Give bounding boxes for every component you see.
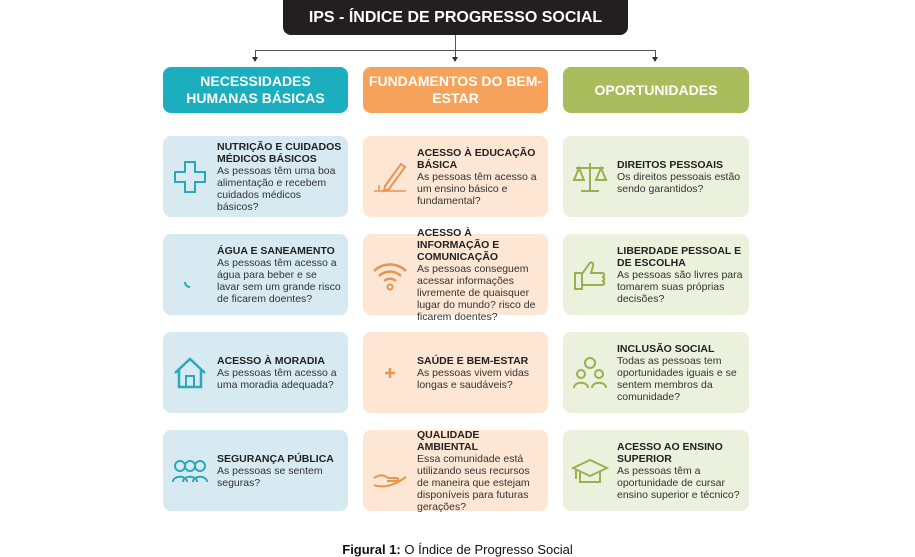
graduation-cap-icon xyxy=(571,452,609,490)
pencil-icon xyxy=(371,158,409,196)
hand-plant-icon xyxy=(371,452,409,490)
card-title: ÁGUA E SANEAMENTO xyxy=(217,244,335,257)
heart-plus-icon xyxy=(371,354,409,392)
scales-icon xyxy=(571,158,609,196)
indicator-card xyxy=(163,332,348,413)
card-text: As pessoas conseguem acessar informações livremente de quaisquer lugar do mundo? risco de ficarem doentes? xyxy=(417,262,536,323)
card-text: As pessoas têm a oportunidade de cursar ensino superior e técnico? xyxy=(617,464,740,501)
indicator-card xyxy=(563,332,749,413)
card-text: As pessoas têm acesso a uma moradia adequada? xyxy=(217,366,337,391)
card-title: LIBERDADE PESSOAL E DE ESCOLHA xyxy=(617,244,742,269)
card-text: Os direitos pessoais estão sendo garantidos? xyxy=(617,170,741,195)
category-header: FUNDAMENTOS DO BEM-ESTAR xyxy=(363,67,548,113)
indicator-card xyxy=(163,430,348,511)
card-text: As pessoas vivem vidas longas e saudáveis? xyxy=(417,366,530,391)
caption-text: O Índice de Progresso Social xyxy=(400,542,573,557)
caption-label: Figural 1: xyxy=(342,542,401,557)
people-group-icon xyxy=(171,452,209,490)
water-drop-icon xyxy=(171,256,209,294)
connector xyxy=(455,35,456,51)
card-title: DIREITOS PESSOAIS xyxy=(617,158,723,171)
indicator-card xyxy=(363,136,548,217)
community-icon xyxy=(571,354,609,392)
indicator-card xyxy=(163,136,348,217)
card-text: As pessoas se sentem seguras? xyxy=(217,464,323,489)
house-icon xyxy=(171,354,209,392)
card-text: Essa comunidade está utilizando seus recursos de maneira que estejam disponíveis para futuras gerações? xyxy=(417,452,530,513)
indicator-card xyxy=(563,430,749,511)
card-text: As pessoas são livres para tomarem suas próprias decisões? xyxy=(617,268,743,305)
category-header: OPORTUNIDADES xyxy=(563,67,749,113)
arrow-icon xyxy=(452,57,458,62)
card-title: NUTRIÇÃO E CUIDADOS MÉDICOS BÁSICOS xyxy=(217,140,342,165)
indicator-card xyxy=(363,430,548,511)
card-text: As pessoas têm uma boa alimentação e recebem cuidados médicos básicos? xyxy=(217,164,336,213)
card-title: QUALIDADE AMBIENTAL xyxy=(417,428,480,453)
card-title: ACESSO AO ENSINO SUPERIOR xyxy=(617,440,723,465)
arrow-icon xyxy=(252,57,258,62)
card-text: As pessoas têm acesso a água para beber e se lavar sem um grande risco de ficarem doentes? xyxy=(217,256,341,305)
card-title: INCLUSÃO SOCIAL xyxy=(617,342,715,355)
card-title: SAÚDE E BEM-ESTAR xyxy=(417,354,529,367)
card-text: Todas as pessoas tem oportunidades iguais e se sentem membros da comunidade? xyxy=(617,354,737,403)
card-title: ACESSO À INFORMAÇÃO E COMUNICAÇÃO xyxy=(417,226,500,263)
indicator-card xyxy=(363,226,548,323)
card-text: As pessoas têm acesso a um ensino básico e fundamental? xyxy=(417,170,537,207)
thumbs-up-icon xyxy=(571,256,609,294)
diagram-title: IPS - ÍNDICE DE PROGRESSO SOCIAL xyxy=(283,0,628,35)
wifi-icon xyxy=(371,256,409,294)
indicator-card xyxy=(563,234,749,315)
card-title: ACESSO À EDUCAÇÃO BÁSICA xyxy=(417,146,536,171)
category-header: NECESSIDADES HUMANAS BÁSICAS xyxy=(163,67,348,113)
card-title: ACESSO À MORADIA xyxy=(217,354,325,367)
card-title: SEGURANÇA PÚBLICA xyxy=(217,452,334,465)
indicator-card xyxy=(163,234,348,315)
plus-cross-icon xyxy=(171,158,209,196)
indicator-card xyxy=(363,332,548,413)
indicator-card xyxy=(563,136,749,217)
arrow-icon xyxy=(652,57,658,62)
